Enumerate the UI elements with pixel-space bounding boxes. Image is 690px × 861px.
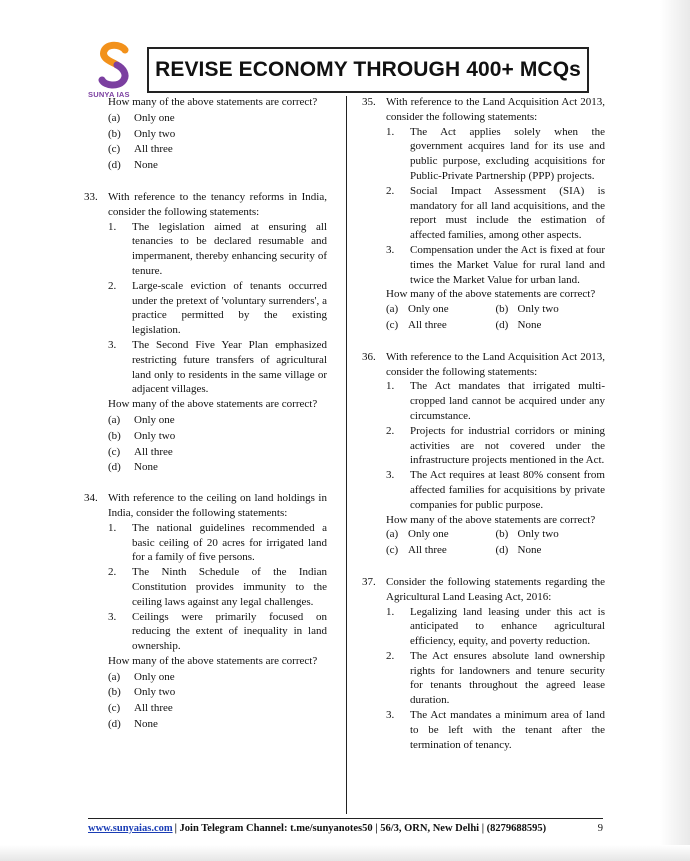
option-text: Only one: [408, 528, 449, 541]
option-text: Only one: [408, 303, 449, 316]
question-prompt: How many of the above statements are correct?: [108, 654, 318, 667]
website-link[interactable]: www.sunyaias.com: [88, 823, 173, 834]
statement-text: The legislation aimed at ensuring all tenancies to be declared resumable and impermanent, thereby enhancing security of tenure.: [132, 220, 327, 277]
statement-number: 1.: [108, 521, 117, 534]
option-text: Only one: [134, 413, 175, 426]
option-a[interactable]: [108, 111, 327, 126]
question-number: 37.: [362, 575, 376, 588]
question-prompt: How many of the above statements are correct?: [386, 288, 596, 301]
option-a[interactable]: [386, 527, 496, 542]
option-letter: (a): [386, 528, 399, 541]
statement-1: [386, 605, 605, 649]
page-title: REVISE ECONOMY THROUGH 400+ MCQs: [147, 47, 589, 93]
logo-text: SUNYA IAS: [88, 90, 130, 99]
question-prompt: How many of the above statements are correct?: [108, 96, 318, 108]
statement-1: [386, 379, 605, 423]
option-letter: (c): [108, 702, 121, 715]
option-text: All three: [408, 318, 447, 331]
option-letter: (b): [108, 429, 121, 442]
option-b[interactable]: [496, 527, 606, 542]
option-b[interactable]: [108, 685, 327, 700]
option-text: All three: [134, 445, 173, 458]
option-letter: (a): [108, 670, 121, 683]
statement-text: The Act mandates a minimum area of land to be left with the tenant after the termination of tenancy.: [410, 709, 605, 751]
option-text: None: [134, 718, 158, 731]
option-text: Only one: [134, 670, 175, 683]
statement-number: 3.: [386, 469, 395, 482]
statement-number: 3.: [386, 709, 395, 722]
statement-3: [108, 610, 327, 654]
statement-1: [108, 220, 327, 279]
option-text: Only two: [517, 528, 559, 541]
option-letter: (b): [108, 686, 121, 699]
option-letter: (c): [108, 143, 121, 156]
statement-number: 2.: [386, 184, 395, 197]
option-letter: (d): [108, 159, 121, 172]
option-c[interactable]: [386, 543, 496, 558]
statement-1: [386, 125, 605, 184]
page-bottom-shadow: [0, 845, 690, 861]
option-text: Only two: [134, 686, 176, 699]
statement-text: Compensation under the Act is fixed at four times the Market Value for rural land and twice the Market Value for urban land.: [410, 243, 605, 286]
option-c[interactable]: [108, 445, 327, 460]
question-text: With reference to the Land Acquisition Act 2013, consider the following statements:: [386, 350, 605, 378]
statement-2: [108, 279, 327, 338]
option-b[interactable]: [108, 127, 327, 142]
option-text: All three: [408, 544, 447, 557]
option-letter: (c): [386, 544, 399, 557]
option-letter: (a): [108, 111, 121, 124]
statement-3: [386, 468, 605, 512]
options-grid: [386, 527, 605, 558]
statement-text: The Second Five Year Plan emphasized restricting future transfers of agricultural land only to residents in the same village or adjacent villages.: [132, 338, 327, 396]
option-b[interactable]: [496, 302, 606, 317]
option-text: None: [134, 159, 158, 172]
footer-rule: [88, 818, 603, 819]
option-text: Only two: [134, 127, 176, 140]
statement-3: [108, 338, 327, 397]
question-37: [362, 575, 605, 753]
statement-number: 1.: [386, 125, 395, 138]
right-column: [362, 95, 605, 752]
statement-3: [386, 243, 605, 287]
statement-text: Projects for industrial corridors or mining activities are not covered under the infrastructure projects mentioned in the Act.: [410, 424, 605, 467]
question-text: With reference to the Land Acquisition Act 2013, consider the following statements:: [386, 96, 605, 123]
statement-text: Ceilings were primarily focused on reducing the extent of inequality in land ownership.: [132, 610, 327, 653]
option-d[interactable]: [496, 543, 606, 558]
page-edge-shadow: [660, 0, 690, 861]
question-number: 36.: [362, 350, 376, 363]
option-a[interactable]: [386, 302, 496, 317]
option-letter: (b): [495, 303, 509, 316]
option-text: None: [517, 544, 542, 557]
option-letter: (a): [108, 413, 121, 426]
statement-text: The Act ensures absolute land ownership rights for landowners and tenure security for tenants throughout the agreed lease duration.: [410, 649, 605, 707]
question-prompt: How many of the above statements are correct?: [386, 513, 596, 526]
option-letter: (c): [108, 445, 121, 458]
option-c[interactable]: [108, 142, 327, 157]
statement-3: [386, 708, 605, 752]
footer-contact-text: | Join Telegram Channel: t.me/sunyanotes50 | 56/3, ORN, New Delhi | (8279688595): [174, 823, 547, 834]
statement-text: Large-scale eviction of tenants occurred under the pretext of 'voluntary surrenders', a practice permitted by the existing legislation.: [132, 279, 327, 337]
question-text: With reference to the ceiling on land holdings in India, consider the following statements:: [108, 492, 327, 519]
option-a[interactable]: [108, 413, 327, 428]
option-text: All three: [134, 702, 173, 715]
question-36: [362, 350, 605, 558]
statement-text: The Act mandates that irrigated multi-cropped land cannot be acquired under any circumstance.: [410, 380, 605, 422]
statement-number: 2.: [108, 566, 117, 579]
statement-2: [108, 565, 327, 609]
option-c[interactable]: [108, 701, 327, 716]
question-text: Consider the following statements regarding the Agricultural Land Leasing Act, 2016:: [386, 575, 605, 603]
statement-2: [386, 649, 605, 708]
statement-text: The Ninth Schedule of the Indian Constitution provides immunity to the ceiling laws against any legal challenges.: [132, 566, 327, 608]
option-text: Only one: [134, 111, 175, 124]
question-number: 33.: [84, 190, 98, 203]
option-letter: (c): [386, 318, 399, 331]
statement-number: 1.: [108, 220, 117, 233]
option-d[interactable]: [108, 717, 327, 732]
statement-2: [386, 184, 605, 243]
question-32-tail: [84, 95, 327, 173]
statement-number: 3.: [108, 610, 117, 623]
statement-2: [386, 424, 605, 468]
statement-text: The national guidelines recommended a basic ceiling of 20 acres for irrigated land for a family of five persons.: [132, 521, 327, 564]
question-number: 35.: [362, 96, 376, 108]
option-letter: (b): [108, 127, 121, 140]
question-text: With reference to the tenancy reforms in India, consider the following statements:: [108, 190, 327, 218]
column-divider: [346, 96, 347, 814]
option-text: None: [517, 318, 542, 331]
statement-number: 2.: [386, 649, 395, 662]
question-35: [362, 95, 605, 333]
option-text: Only two: [517, 303, 559, 316]
statement-number: 2.: [108, 279, 117, 292]
statement-number: 2.: [386, 424, 395, 437]
statement-number: 3.: [108, 338, 117, 351]
statement-number: 1.: [386, 605, 395, 618]
question-prompt: How many of the above statements are correct?: [108, 398, 318, 411]
option-b[interactable]: [108, 429, 327, 444]
statement-number: 3.: [386, 243, 395, 256]
question-34: [84, 491, 327, 732]
statement-text: The Act requires at least 80% consent from affected families for acquisitions by private companies for public purpose.: [410, 469, 605, 511]
question-number: 34.: [84, 492, 98, 505]
statement-text: The Act applies solely when the government acquires land for its use and public purpose, excluding acquisitions for Public-Private Partnership (PPP) projects.: [410, 125, 605, 182]
option-letter: (d): [108, 461, 121, 474]
statement-number: 1.: [386, 380, 395, 393]
statement-text: Legalizing land leasing under this act is anticipated to enhance agricultural efficiency, equity, and poverty reduction.: [410, 605, 605, 648]
option-c[interactable]: [386, 318, 496, 333]
option-letter: (d): [108, 718, 121, 731]
left-column: [84, 95, 327, 732]
option-text: None: [134, 461, 158, 474]
options-grid: [386, 302, 605, 333]
statement-1: [108, 521, 327, 565]
statement-text: Social Impact Assessment (SIA) is mandatory for all land acquisitions, and the report must include the estimation of affected families, among other aspects.: [410, 184, 605, 242]
option-d[interactable]: [108, 460, 327, 475]
footer: [88, 823, 603, 834]
question-33: [84, 190, 327, 475]
option-text: All three: [134, 143, 173, 156]
option-a[interactable]: [108, 670, 327, 685]
page-number: 9: [597, 823, 603, 834]
option-letter: (d): [495, 544, 509, 557]
option-letter: (d): [495, 318, 509, 331]
option-d[interactable]: [496, 318, 606, 333]
option-letter: (a): [386, 303, 399, 316]
option-d[interactable]: [108, 158, 327, 173]
option-letter: (b): [495, 528, 509, 541]
option-text: Only two: [134, 429, 176, 442]
